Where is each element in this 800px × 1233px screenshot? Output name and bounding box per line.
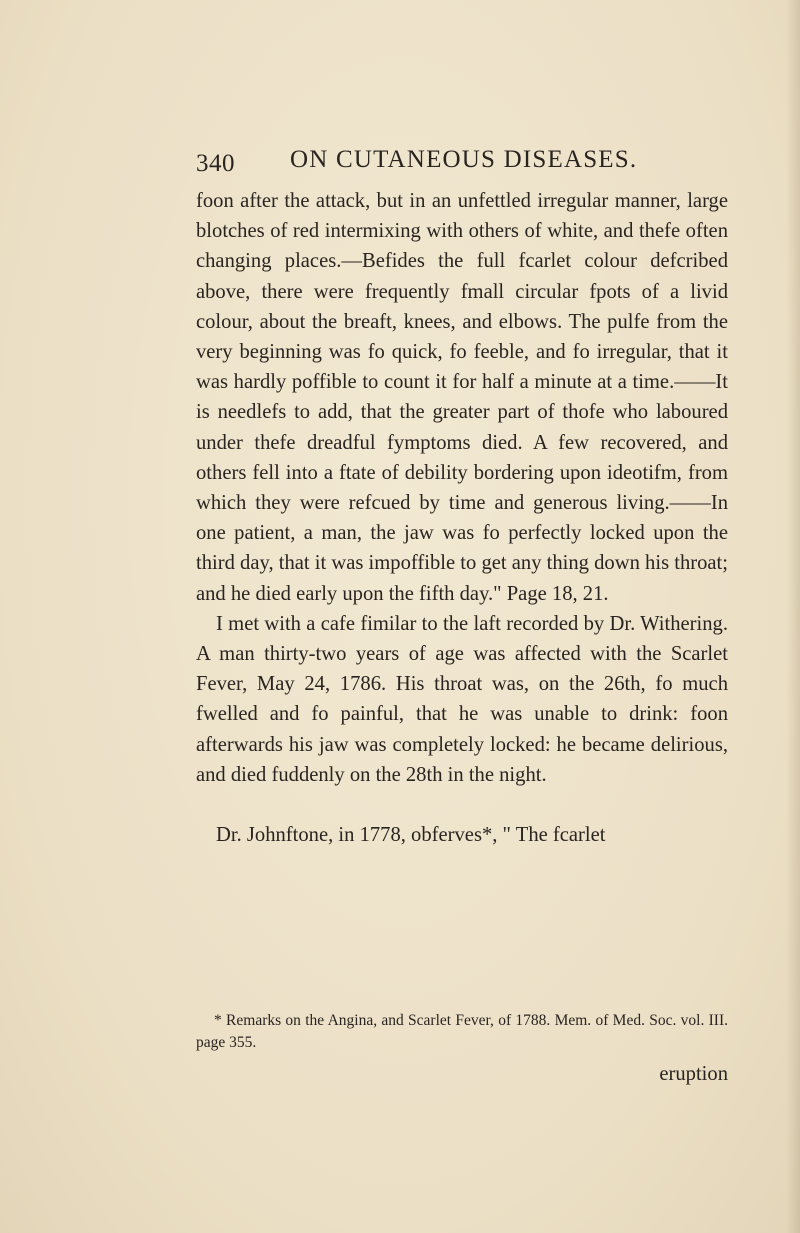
page-edge-shadow [786, 0, 800, 1233]
footnote: * Remarks on the Angina, and Scarlet Fever, of 1788. Mem. of Med. Soc. vol. III. page 355. [196, 1012, 728, 1051]
page-header [196, 146, 726, 182]
running-head: ON CUTANEOUS DISEASES. [290, 146, 638, 173]
page-number: 340 [196, 150, 235, 177]
paragraph-case-report: I met with a cafe fimilar to the laft recorded by Dr. Withering. A man thirty-two years of age was affected with the Scarlet Fever, May 24, 1786. His throat was, on the 26th, fo much fwelled and fo painful, that he was unable to drink: foon afterwards his jaw was completely locked: he became delirious, and died fuddenly on the 28th in the night. [196, 612, 728, 786]
body-text [196, 186, 728, 850]
catchword: eruption [659, 1063, 728, 1085]
paragraph-gap [196, 790, 728, 820]
paragraph-quote-continuation: foon after the attack, but in an unfettled irregular manner, large blotches of red intermixing with others of white, and thefe often changing places.—Befides the full fcarlet colour defcribed above, there were frequently fmall circular fpots of a livid colour, about the breaft, knees, and elbows. The pulfe from the very beginning was fo quick, fo feeble, and fo irregular, that it was hardly poffible to count it for half a minute at a time.——It is needlefs to add, that the greater part of thofe who laboured under thefe dreadful fymptoms died. A few recovered, and others fell into a ftate of debility bordering upon ideotifm, from which they were refcued by time and generous living.——In one patient, a man, the jaw was fo perfectly locked upon the third day, that it was impoffible to get any thing down his throat; and he died early upon the fifth day." Page 18, 21. [196, 190, 728, 605]
paragraph-johnstone: Dr. Johnftone, in 1778, obferves*, " The fcarlet [216, 824, 606, 847]
